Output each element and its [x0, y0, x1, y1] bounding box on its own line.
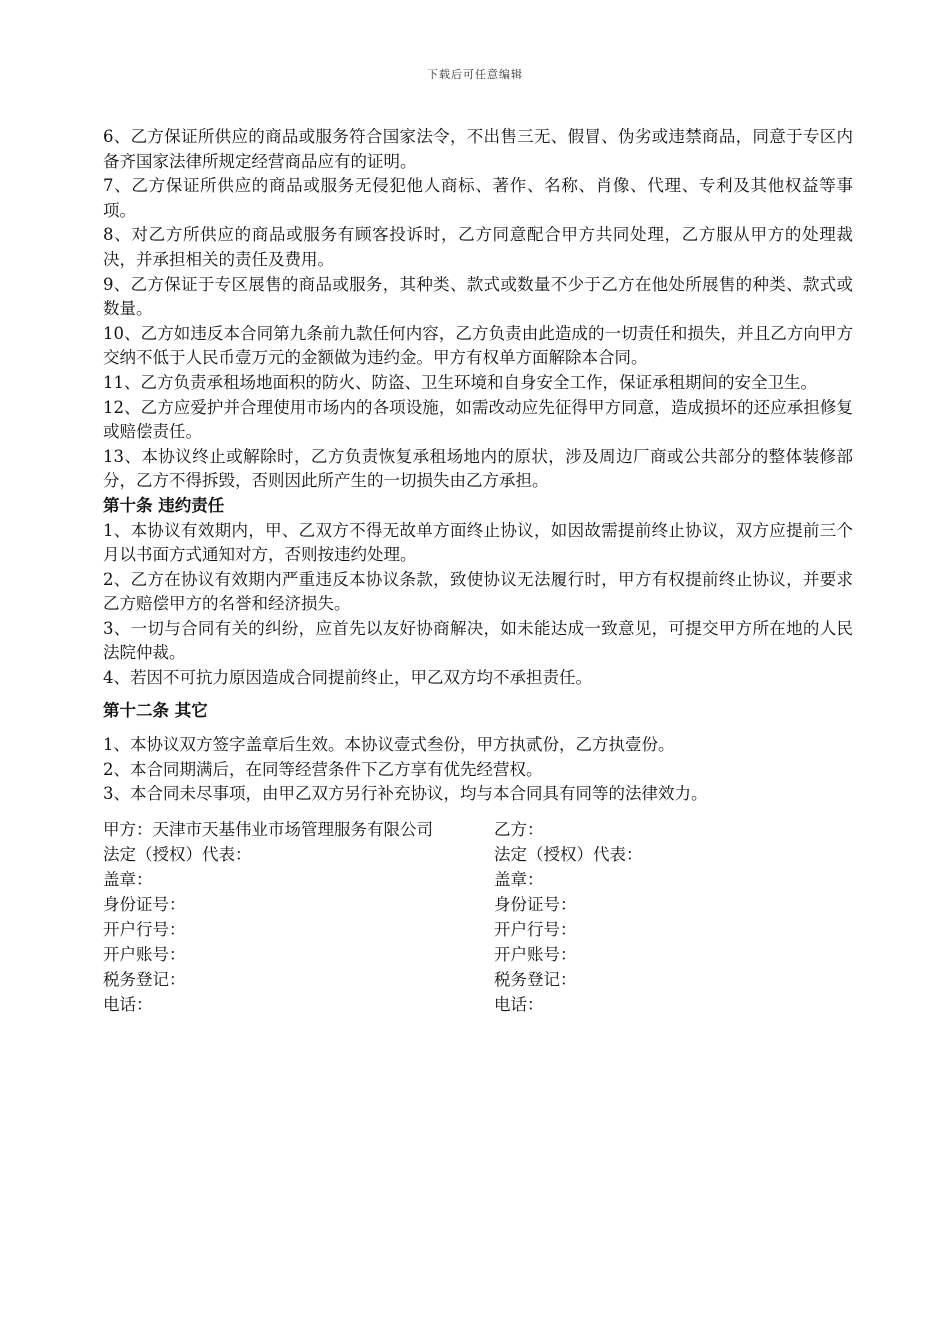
party-a-phone: 电话： — [103, 995, 153, 1015]
party-a-representative: 法定（授权）代表： — [103, 845, 252, 865]
clause-9: 9、乙方保证于专区展售的商品或服务，其种类、款式或数量不少于乙方在他处所展售的种类、款式或数量。 — [103, 274, 853, 319]
party-a-bank: 开户行号： — [103, 920, 186, 940]
party-a-tax-registration: 税务登记： — [103, 970, 186, 990]
section-12-item: 3、本合同未尽事项，由甲乙双方另行补充协议，均与本合同具有同等的法律效力。 — [103, 784, 708, 804]
section-10-title: 第十条 违约责任 — [103, 495, 225, 515]
party-b-name: 乙方： — [494, 820, 544, 840]
clause-11: 11、乙方负责承租场地面积的防火、防盗、卫生环境和自身安全工作，保证承租期间的安全卫生。 — [103, 372, 817, 392]
signature-row — [103, 867, 853, 892]
party-b-bank: 开户行号： — [494, 920, 577, 940]
clause-10: 10、乙方如违反本合同第九条前九款任何内容，乙方负责由此造成的一切责任和损失，并且乙方向甲方交纳不低于人民币壹万元的金额做为违约金。甲方有权单方面解除本合同。 — [103, 323, 853, 368]
signature-row — [103, 892, 853, 917]
contract-body — [103, 125, 853, 1017]
party-a-account: 开户账号： — [103, 945, 186, 965]
party-a-seal: 盖章： — [103, 870, 153, 890]
signature-row — [103, 992, 853, 1017]
party-b-phone: 电话： — [494, 995, 544, 1015]
party-b-id-number: 身份证号： — [494, 895, 577, 915]
signature-row — [103, 942, 853, 967]
party-a-id-number: 身份证号： — [103, 895, 186, 915]
section-10-item: 4、若因不可抗力原因造成合同提前终止，甲乙双方均不承担责任。 — [103, 668, 592, 688]
page-header-note: 下载后可任意编辑 — [427, 68, 523, 81]
party-b-representative: 法定（授权）代表： — [494, 845, 643, 865]
party-b-tax-registration: 税务登记： — [494, 970, 577, 990]
signature-row — [103, 817, 853, 842]
signature-row — [103, 917, 853, 942]
section-10-item: 3、一切与合同有关的纠纷，应首先以友好协商解决，如未能达成一致意见，可提交甲方所在地的人民法院仲裁。 — [103, 618, 853, 663]
section-10-item: 2、乙方在协议有效期内严重违反本协议条款，致使协议无法履行时，甲方有权提前终止协议，并要求乙方赔偿甲方的名誉和经济损失。 — [103, 569, 853, 614]
party-a-name: 甲方：天津市天基伟业市场管理服务有限公司 — [103, 820, 433, 840]
section-12-title: 第十二条 其它 — [103, 700, 208, 720]
section-12-item: 2、本合同期满后，在同等经营条件下乙方享有优先经营权。 — [103, 759, 543, 779]
section-12-item: 1、本协议双方签字盖章后生效。本协议壹式叁份，甲方执贰份，乙方执壹份。 — [103, 735, 675, 755]
clause-6: 6、乙方保证所供应的商品或服务符合国家法令，不出售三无、假冒、伪劣或违禁商品，同意于专区内备齐国家法律所规定经营商品应有的证明。 — [103, 127, 853, 171]
signature-block — [103, 817, 853, 1017]
clause-7: 7、乙方保证所供应的商品或服务无侵犯他人商标、著作、名称、肖像、代理、专利及其他权益等事项。 — [103, 176, 853, 220]
party-b-account: 开户账号： — [494, 945, 577, 965]
section-10-item: 1、本协议有效期内，甲、乙双方不得无故单方面终止协议，如因故需提前终止协议，双方应提前三个月以书面方式通知对方，否则按违约处理。 — [103, 520, 853, 565]
signature-row — [103, 842, 853, 867]
party-b-seal: 盖章： — [494, 870, 544, 890]
clause-8: 8、对乙方所供应的商品或服务有顾客投诉时，乙方同意配合甲方共同处理，乙方服从甲方的处理裁决，并承担相关的责任及费用。 — [103, 225, 853, 269]
signature-row — [103, 967, 853, 992]
clause-13: 13、本协议终止或解除时，乙方负责恢复承租场地内的原状，涉及周边厂商或公共部分的整体装修部分，乙方不得拆毁，否则因此所产生的一切损失由乙方承担。 — [103, 446, 853, 491]
clause-12: 12、乙方应爱护并合理使用市场内的各项设施，如需改动应先征得甲方同意，造成损坏的还应承担修复或赔偿责任。 — [103, 397, 853, 442]
